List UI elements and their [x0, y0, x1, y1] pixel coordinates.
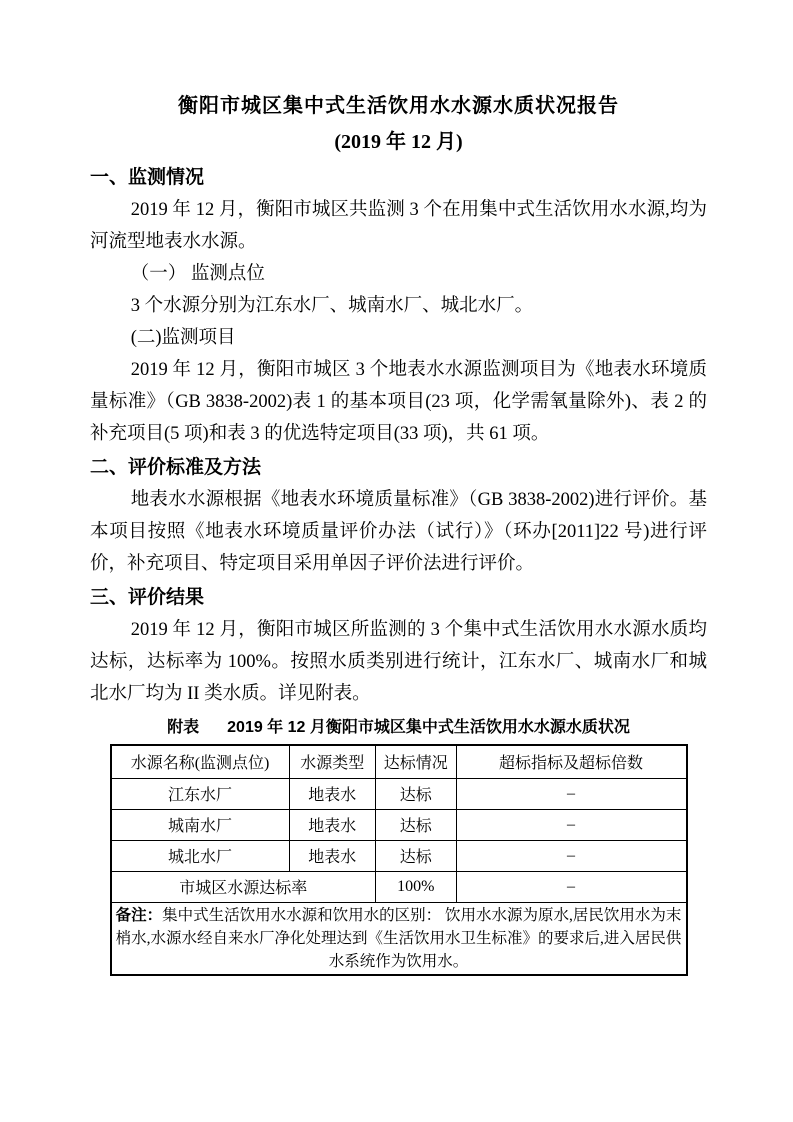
cell-compliance-status: 达标: [375, 809, 456, 840]
table-row-chengnan: [111, 809, 687, 840]
cell-source-name: 城南水厂: [111, 809, 290, 840]
section-1-paragraph-2: 3 个水源分别为江东水厂、城南水厂、城北水厂。: [130, 296, 534, 316]
cell-source-type: 地表水: [289, 778, 375, 809]
section-2-paragraph-1: 地表水水源根据《地表水环境质量标准》（GB 3838-2002)进行评价。基本项目按照《地表水环境质量评价办法（试行）》（环办[2011]22 号)进行评价，补充项目、特定项目采用单因子评价法进行评价。: [90, 490, 707, 574]
table-note-row: [111, 902, 687, 975]
note-label: 备注：: [115, 906, 163, 924]
table-row-jiangdong: [111, 778, 687, 809]
note-text: 集中式生活饮用水水源和饮用水的区别： 饮用水水源为原水,居民饮用水为末梢水,水源水经自来水厂净化处理达到《生活饮用水卫生标准》的要求后,进入居民供水系统作为饮用水。: [115, 906, 682, 970]
section-1-paragraph-3: 2019 年 12 月，衡阳市城区 3 个地表水水源监测项目为《地表水环境质量标准》（GB 3838-2002)表 1 的基本项目(23 项，化学需氧量除外)、表 2 的补充项目(5 项)和表 3 的优选特定项目(33 项)，共 61 项。: [90, 360, 707, 444]
doc-subtitle: (2019 年 12 月): [334, 131, 463, 153]
table-header-row: [111, 745, 687, 778]
cell-exceedance: –: [456, 809, 686, 840]
note-cell: [111, 902, 687, 975]
appendix-table-caption: [90, 714, 707, 742]
cell-source-name: 城北水厂: [111, 840, 290, 871]
section-2-heading: 二、评价标准及方法: [90, 457, 262, 478]
cell-summary-rate: 100%: [375, 871, 456, 902]
cell-summary-label: 市城区水源达标率: [111, 871, 376, 902]
header-exceedance: 超标指标及超标倍数: [456, 745, 686, 778]
cell-source-type: 地表水: [289, 840, 375, 871]
appendix-caption-title: 2019 年 12 月衡阳市城区集中式生活饮用水水源水质状况: [227, 719, 630, 736]
cell-source-type: 地表水: [289, 809, 375, 840]
cell-exceedance: –: [456, 840, 686, 871]
cell-source-name: 江东水厂: [111, 778, 290, 809]
section-1-paragraph-1: 2019 年 12 月，衡阳市城区共监测 3 个在用集中式生活饮用水水源,均为河流型地表水水源。: [90, 200, 707, 252]
sub-heading-monitoring-items: (二)监测项目: [130, 328, 236, 348]
appendix-caption-label: 附表: [167, 719, 200, 736]
table-summary-row: [111, 871, 687, 902]
water-quality-table: [110, 744, 688, 976]
header-source-name: 水源名称(监测点位): [111, 745, 290, 778]
doc-title: 衡阳市城区集中式生活饮用水水源水质状况报告: [178, 95, 619, 117]
cell-compliance-status: 达标: [375, 840, 456, 871]
sub-heading-monitoring-points: （一） 监测点位: [130, 264, 265, 284]
section-1-heading: 一、监测情况: [90, 167, 205, 188]
cell-summary-exceedance: –: [456, 871, 686, 902]
cell-compliance-status: 达标: [375, 778, 456, 809]
table-row-chengbei: [111, 840, 687, 871]
header-compliance-status: 达标情况: [375, 745, 456, 778]
section-3-heading: 三、评价结果: [90, 587, 205, 608]
section-3-paragraph-1: 2019 年 12 月，衡阳市城区所监测的 3 个集中式生活饮用水水源水质均达标，达标率为 100%。按照水质类别进行统计，江东水厂、城南水厂和城北水厂均为 II 类水质。详见附表。: [90, 620, 707, 704]
header-source-type: 水源类型: [289, 745, 375, 778]
cell-exceedance: –: [456, 778, 686, 809]
